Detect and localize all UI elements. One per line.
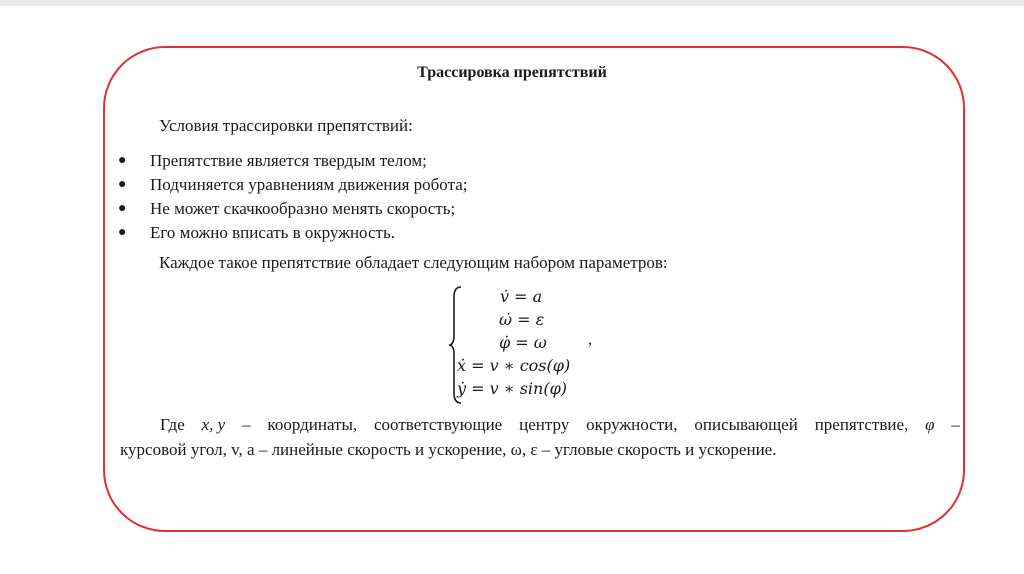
- explanation-line-1: Где x, y – координаты, соответствующие центру окружности, описывающей препятствие, φ –: [160, 415, 960, 434]
- equation-v: v̇ = a: [500, 287, 543, 306]
- equation-x: ẋ = v ∗ cos(φ): [457, 356, 571, 375]
- equation-comma: ,: [588, 331, 592, 348]
- list-item: ● Не может скачкообразно менять скорость;: [118, 199, 456, 218]
- slide-title: Трассировка препятствий: [417, 64, 607, 81]
- list-item: ● Его можно вписать в окружность.: [118, 223, 395, 242]
- parameters-intro: Каждое такое препятствие обладает следующим набором параметров:: [159, 253, 668, 272]
- explanation-paragraph: [120, 412, 960, 462]
- bullet-icon: ●: [118, 201, 127, 216]
- equation-phi: φ̇ = ω: [499, 333, 547, 352]
- conditions-intro: Условия трассировки препятствий:: [159, 116, 413, 135]
- equation-y: ẏ = v ∗ sin(φ): [457, 379, 568, 398]
- list-item: ● Препятствие является твердым телом;: [118, 151, 427, 170]
- conditions-list: [118, 149, 467, 245]
- bullet-icon: ●: [118, 225, 127, 240]
- bullet-icon: ●: [118, 153, 127, 168]
- bullet-icon: ●: [118, 177, 127, 192]
- explanation-line-2: курсовой угол, v, a – линейные скорость и ускорение, ω, ε – угловые скорость и ускорение.: [120, 440, 777, 459]
- list-item: ● Подчиняется уравнениям движения робота;: [118, 175, 468, 194]
- top-divider: [0, 0, 1024, 6]
- equation-omega: ω̇ = ε: [499, 310, 545, 329]
